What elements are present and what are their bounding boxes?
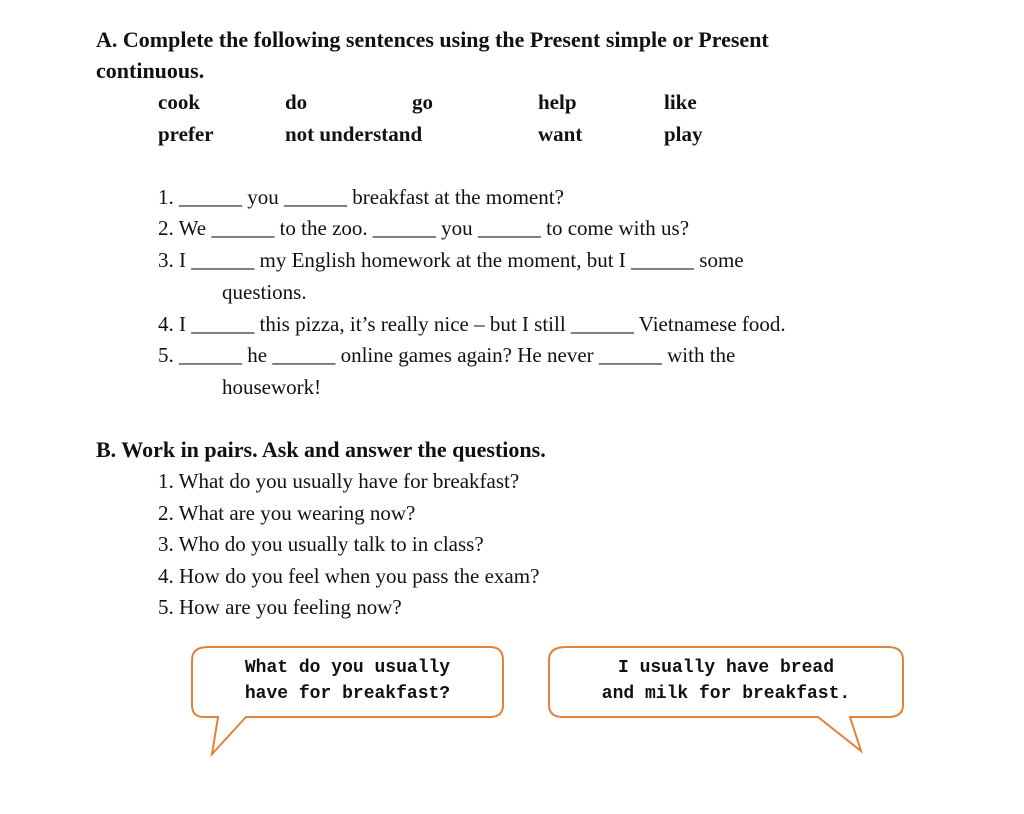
bubble-right-line2: and milk for breakfast. <box>601 684 851 704</box>
section-b-heading: B. Work in pairs. Ask and answer the questions. <box>96 437 546 462</box>
word-bank-item: do <box>285 90 308 114</box>
question-4: 4. How do you feel when you pass the exam? <box>158 564 540 588</box>
word-bank-item: prefer <box>158 122 214 146</box>
word-bank-item: go <box>412 90 433 114</box>
bubble-left-line2: have for breakfast? <box>244 684 451 704</box>
speech-bubble-right-text <box>549 655 903 707</box>
exercise-line-4: 4. I ______ this pizza, it’s really nice – but I still ______ Vietnamese food. <box>158 312 786 336</box>
question-2: 2. What are you wearing now? <box>158 501 416 525</box>
word-bank-item: cook <box>158 90 200 114</box>
exercise-line-2: 2. We ______ to the zoo. ______ you ______ to come with us? <box>158 216 690 240</box>
question-3: 3. Who do you usually talk to in class? <box>158 532 484 556</box>
bubble-right-line1: I usually have bread <box>617 658 835 678</box>
word-bank-item: help <box>538 90 577 114</box>
bubble-left-line1: What do you usually <box>244 658 451 678</box>
section-a-heading-line2: continuous. <box>96 58 205 83</box>
question-1: 1. What do you usually have for breakfast? <box>158 469 520 493</box>
exercise-line-1: 1. ______ you ______ breakfast at the moment? <box>158 185 564 209</box>
exercise-line-3: 3. I ______ my English homework at the moment, but I ______ some <box>158 248 744 272</box>
exercise-line-5-cont: housework! <box>222 375 322 399</box>
word-bank-item: play <box>664 122 703 146</box>
word-bank-item: like <box>664 90 697 114</box>
exercise-line-5: 5. ______ he ______ online games again? He never ______ with the <box>158 343 736 367</box>
section-a-heading-line1: A. Complete the following sentences using the Present simple or Present <box>96 27 769 52</box>
exercise-line-3-cont: questions. <box>222 280 307 304</box>
question-5: 5. How are you feeling now? <box>158 595 402 619</box>
word-bank-item: want <box>538 122 583 146</box>
word-bank-item: not understand <box>285 122 423 146</box>
speech-bubble-left-text <box>192 655 503 707</box>
